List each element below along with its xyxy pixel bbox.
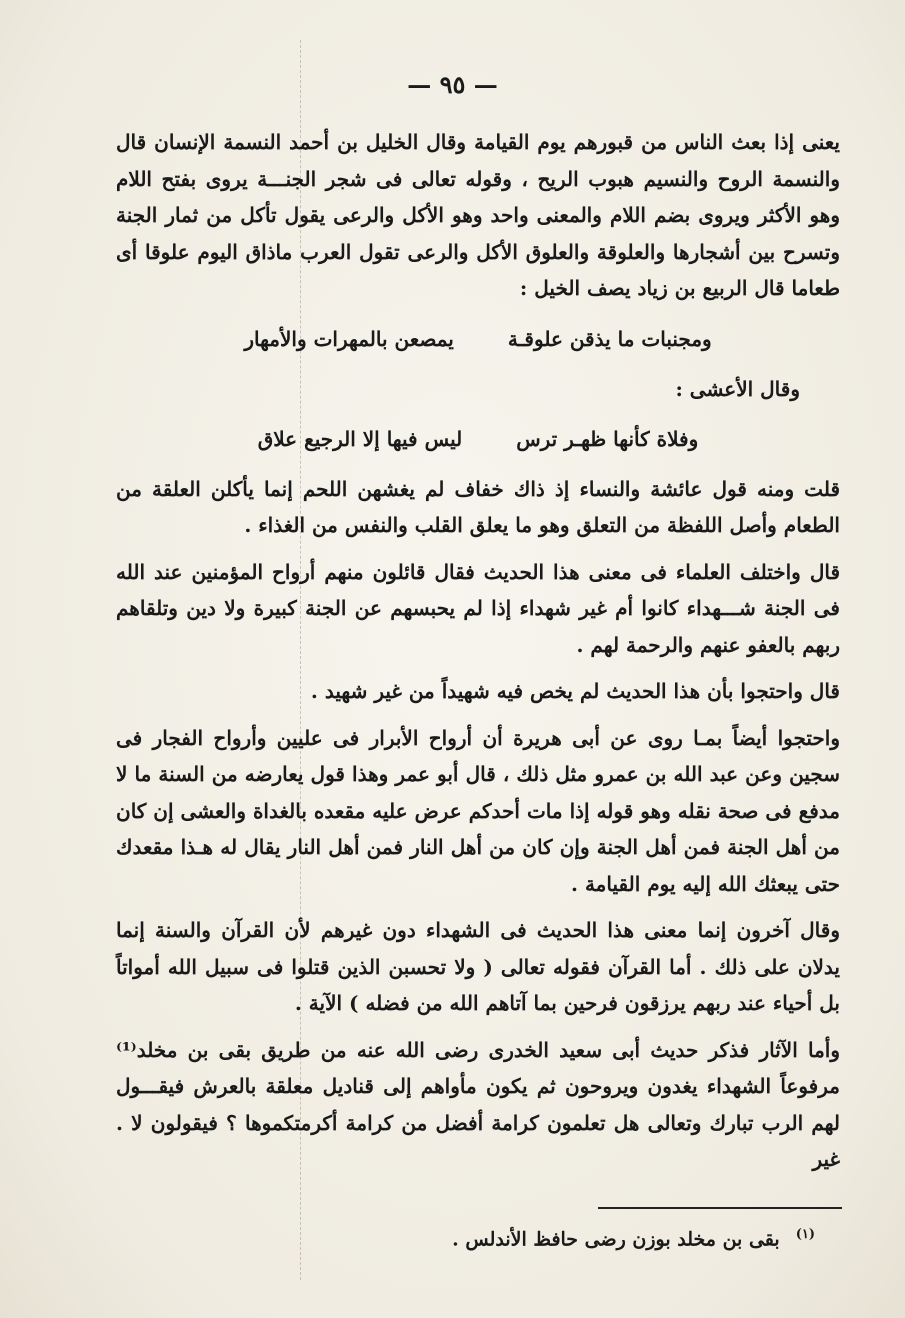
paragraph: قال واختلف العلماء فى معنى هذا الحديث فقال قائلون منهم أرواح المؤمنين عند الله فى الجنة شـــهداء كانوا أم غير شهداء إذا لم يحبسهم عن الجنة كبيرة ولا دين وتلقاهم ربهم بالعفو عنهم والرحمة لهم . <box>116 559 841 657</box>
paragraph: قلت ومنه قول عائشة والنساء إذ ذاك خفاف لم يغشهن اللحم إنما يأكلن العلقة من الطعام وأصل اللفظة من التعلق وهو ما يعلق القلب والنفس من الغذاء . <box>116 476 841 537</box>
verse-line <box>116 321 840 357</box>
verse-intro: وقال الأعشى : <box>675 376 800 401</box>
verse-hemistich-first: ومجنبات ما يذقن علوقـة <box>507 326 712 351</box>
verse-line <box>116 421 840 457</box>
verse-hemistich-second: ليس فيها إلا الرجيع علاق <box>257 426 463 451</box>
main-text <box>116 124 840 1178</box>
verse-hemistich-first: وفلاة كأنها ظهـر ترس <box>516 426 699 451</box>
footnote-mark: (١) <box>795 1227 815 1242</box>
footnote <box>91 1220 815 1254</box>
paragraph: وأما الآثار فذكر حديث أبى سعيد الخدرى رضى الله عنه من طريق بقى بن مخلد⁽¹⁾ مرفوعاً الشهداء يغدون ويروحون ثم يكون مأواهم إلى قناديل معلقة بالعرش فيقـــول لهم الرب تبارك وتعالى هل تعلمون كرامة أفضل من كرامة أكرمتكموها ؟ فيقولون لا . غير <box>116 1037 840 1171</box>
paragraph: يعنى إذا بعث الناس من قبورهم يوم القيامة وقال الخليل بن أحمد النسمة الإنسان قال والنسمة الروح والنسيم هبوب الريح ، وقوله تعالى فى شجر الجنـــة يروى بفتح اللام وهو الأكثر ويروى بضم اللام والمعنى واحد وهو الأكل والرعى يقول تأكل من ثمار الجنة وتسرح بين أشجارها والعلوقة والعلوق الأكل والرعى تقول العرب ماذاق اليوم علوقا أى طعاما قال الربيع بن زياد يصف الخيل : <box>116 130 840 300</box>
footnote-divider <box>598 1207 842 1209</box>
paragraph: وقال آخرون إنما معنى هذا الحديث فى الشهداء دون غيرهم لأن القرآن والسنة إنما يدلان على ذلك . أما القرآن فقوله تعالى ( ولا تحسبن الذين قتلوا فى سبيل الله أمواتاً بل أحياء عند ربهم يرزقون فرحين بما آتاهم الله من فضله ) الآية . <box>116 918 840 1015</box>
footnote-text: بقى بن مخلد بوزن رضى حافظ الأندلس . <box>452 1228 780 1251</box>
verse-hemistich-second: يمصعن بالمهرات والأمهار <box>244 326 454 351</box>
paragraph: قال واحتجوا بأن هذا الحديث لم يخص فيه شهيداً من غير شهيد . <box>310 679 840 703</box>
paragraph: واحتجوا أيضاً بمـا روى عن أبى هريرة أن أرواح الأبرار فى عليين وأرواح الفجار فى سجين وعن عبد الله بن عمرو مثل ذلك ، قال أبو عمر وهذا قول يعارضه من السنة ما لا مدفع فى صحة نقله وهو قوله إذا مات أحدكم عرض عليه مقعده بالغداة والعشى إن كان من أهل الجنة فمن أهل الجنة وإن كان من أهل النار فمن أهل النار يقال له هـذا مقعدك حتى يبعثك الله إليه يوم القيامة . <box>116 725 840 896</box>
page-number: — ٩٥ — <box>407 70 498 99</box>
